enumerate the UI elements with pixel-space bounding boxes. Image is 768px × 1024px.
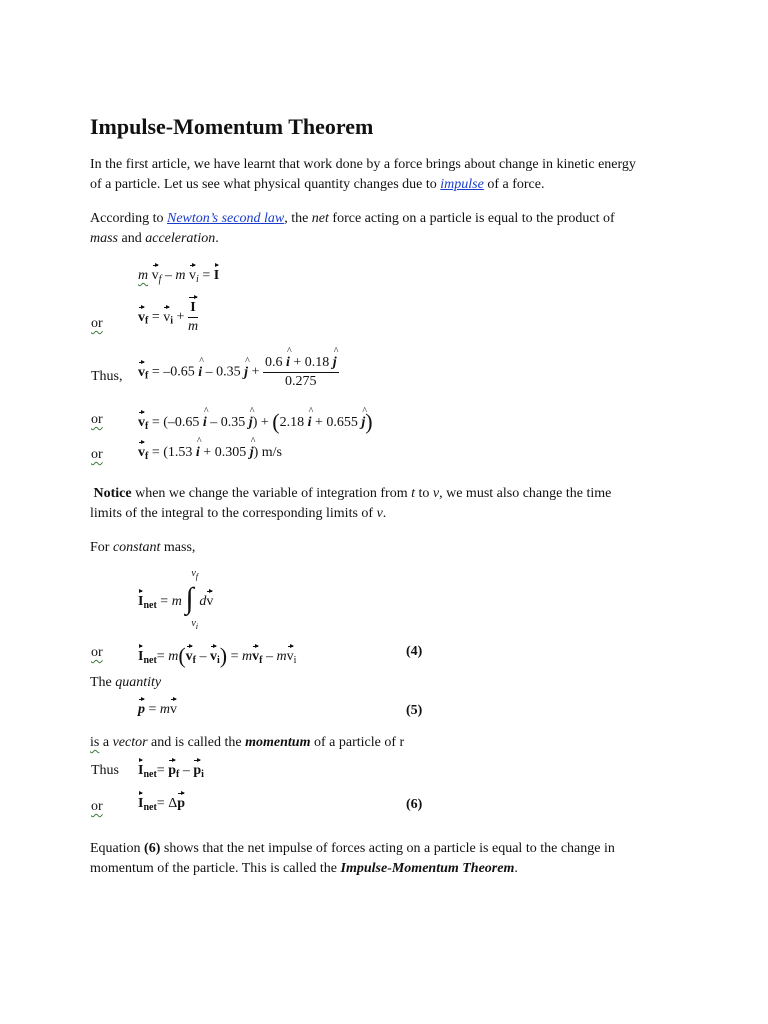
equals-sign: = [156,649,169,664]
lower-limit [191,618,198,631]
initial-momentum-vector: p [193,763,202,778]
notice-paragraph [90,484,611,524]
momentum-vector: p [138,702,145,717]
fraction-numerator: I [188,300,198,318]
momentum-word: momentum [245,735,311,750]
sub-i: i [201,769,204,780]
the-word: The [90,675,116,690]
for-word: For [90,540,113,555]
equation-impulse-velocity [138,643,296,669]
thus-label: Thus, [91,369,123,384]
newton-text-rest: force acting on a particle is equal to the product of [328,211,615,226]
initial-velocity-vector: v [163,309,171,325]
impulse-vector: I [138,594,144,610]
conclusion-text-2: momentum of the particle. This is called the [90,861,341,876]
final-velocity-vector: v [185,649,193,664]
period: . [382,506,387,521]
mass-symbol: m [138,268,149,283]
impulse-vector: I [138,649,144,664]
impulse-fraction [263,355,339,390]
equation-result-velocity [138,445,282,462]
vector-word: vector [112,735,148,750]
is-word: is [90,735,100,750]
term-1: = (–0.65 [148,415,203,430]
unit-j-hat: ^ j [249,415,253,431]
or-label-2: or [91,412,103,427]
unit-i-hat: ^ i [196,445,200,461]
big-open-paren: ( [178,643,186,668]
notice-line-2 [90,504,611,524]
mass-word: mass [90,231,119,246]
integral-glyph: ∫ [185,582,194,615]
newton-paragraph [90,209,615,249]
close-paren: ) + [252,415,273,430]
unit-i-hat: ^ i [286,355,290,371]
impulse-vector: I [213,268,220,283]
minus-sign: – [179,763,194,778]
mass-symbol-3: m [276,649,287,664]
theorem-name: Impulse-Momentum Theorem [340,861,515,876]
num-a: 0.6 [264,355,286,370]
sub-f: f [145,370,149,382]
impulse-vector: I [138,796,144,811]
equation-numeric-velocity [138,355,339,390]
quantity-line [90,673,161,693]
period: . [514,861,518,876]
term-1: = (1.53 [148,445,196,460]
t-symbol: t [411,486,415,501]
intro-line-2 [90,175,636,195]
sub-f: f [145,451,149,462]
mass-symbol: m [168,649,179,664]
equation-word: Equation [90,841,145,856]
minus-sign: – [196,649,210,664]
unit-j-hat: ^ j [250,445,254,461]
upper-limit [191,568,198,581]
equation-momentum-definition [138,702,177,718]
conclusion-line-2 [90,859,615,879]
thus-label-2: Thus [91,763,119,778]
intro-text-end: of a force. [483,177,545,192]
mass-symbol-2: m [175,268,186,283]
term-3: 2.18 [279,415,308,430]
constant-mass-line [90,538,195,558]
momentum-definition-line [90,733,404,753]
final-velocity-vector: v [138,445,145,460]
unit-j-hat: ^ j [361,415,365,431]
equals-sign: = [156,796,169,811]
called-text: and is called the [147,735,246,750]
minus-sign-2: – [262,649,277,664]
equation-impulse-integral [138,568,214,631]
mass-symbol: m [171,594,182,610]
a-word: a [99,735,113,750]
or-label-3: or [91,447,103,462]
equation-impulse-momentum [138,763,204,780]
fraction-denominator: 0.275 [285,374,317,389]
or-label: or [91,316,103,331]
final-velocity-vector: v [138,309,145,325]
conclusion-text: shows that the net impulse of forces acting on a particle is equal to the change in [160,841,615,856]
unit-i-hat: ^ i [308,415,312,431]
integral-sign [185,568,199,631]
conclusion-line-1 [90,839,615,859]
final-velocity-vector: v [138,415,145,430]
notice-text: when we change the variable of integration from [131,486,412,501]
equals-sign-2: = [227,649,243,664]
units: ) m/s [253,445,282,460]
newton-text: According to [90,211,167,226]
final-velocity-vector: v [138,364,145,380]
big-open-paren: ( [272,409,280,434]
impulse-vector: I [138,763,144,778]
mass-symbol-2: m [242,649,253,664]
notice-line-1 [90,484,611,504]
newton-text-mid: , the [284,211,312,226]
sub-net: net [143,600,157,612]
equals-sign: = [148,309,164,325]
term-4: + 0.655 [311,415,362,430]
sub-i: i [217,655,220,666]
sub-i: i [196,274,199,285]
unit-i-hat: ^ i [198,365,202,381]
upper-limit-v: v [191,568,196,579]
final-momentum-vector: p [168,763,176,778]
big-close-paren: ) [365,409,373,434]
momentum-vector: p [177,796,186,811]
initial-velocity-vector: v [210,649,217,664]
minus-sign: – [161,268,176,283]
intro-line-1: In the first article, we have learnt that work done by a force brings about change in kinetic energy [90,157,636,172]
term-2: – 0.35 [202,364,245,380]
sub-f: f [192,655,196,666]
velocity-vector: v [206,594,214,610]
notice-text-rest: , we must also change the time [439,486,612,501]
equals-sign: = [145,702,160,717]
or-label-4: or [91,645,103,660]
sub-i: i [170,315,174,327]
notice-line-2-text: limits of the integral to the corresponding limits of [90,506,377,521]
newton-line-1 [90,209,615,229]
v-symbol-2: v [376,506,383,521]
intro-text: of a particle. Let us see what physical quantity changes due to [90,177,441,192]
unit-i-hat: ^ i [203,415,207,431]
final-velocity-vector-2: v [252,649,260,664]
newton-line-2 [90,229,615,249]
period: . [215,231,219,246]
initial-velocity-vector-2: v [286,649,294,664]
num-b: + 0.18 [289,355,333,370]
differential-d: d [199,594,207,610]
sub-f: f [158,274,162,285]
fraction-denominator: m [187,319,199,334]
to-word: to [415,486,433,501]
sub-i-2: i [293,655,297,666]
upper-limit-sub: f [195,572,199,581]
unit-j-hat: ^ j [333,355,337,371]
conclusion-paragraph [90,839,615,879]
equation-final-velocity [138,300,198,335]
quantity-word: quantity [115,675,162,690]
sub-f: f [176,769,180,780]
term-2: + 0.305 [199,445,250,460]
sub-net: net [143,655,157,666]
velocity-vector: v [151,268,159,283]
plus-sign: + [248,364,263,380]
mass-symbol: m [159,702,171,717]
particle-text: of a particle of r [310,735,405,750]
velocity-vector-2: v [189,268,197,283]
equation-number-5: (5) [406,703,423,718]
unit-j-hat: ^ j [244,365,248,381]
equation-sum-velocity [138,409,373,435]
term-1: = –0.65 [148,364,199,380]
equals-sign: = [198,268,214,283]
sub-f: f [145,315,149,327]
intro-paragraph [90,155,636,195]
sub-f: f [145,421,149,432]
net-word: net [311,211,329,226]
mass-text: mass, [160,540,196,555]
and-word: and [118,231,146,246]
fraction-numerator [263,355,339,373]
page-title: Impulse-Momentum Theorem [90,114,374,139]
or-label-5: or [91,799,103,814]
sub-net: net [143,769,157,780]
equals-sign: = [156,594,172,610]
velocity-vector: v [170,702,178,717]
equation-number-6: (6) [406,797,423,812]
lower-limit-sub: i [195,622,199,631]
term-2: – 0.35 [206,415,249,430]
equation-momentum-change [138,268,219,285]
delta-symbol: Δ [168,796,178,811]
equation-number-4: (4) [406,644,423,659]
notice-word: Notice [93,486,132,501]
constant-word: constant [112,540,161,555]
lower-limit-v: v [191,618,196,629]
plus-sign: + [173,309,188,325]
acceleration-word: acceleration [145,231,216,246]
sub-f-2: f [259,655,263,666]
impulse-link[interactable]: impulse [440,177,484,192]
big-close-paren: ) [219,643,228,668]
equation-ref: (6) [144,841,161,856]
newton-second-law-link[interactable]: Newton’s second law [166,211,285,226]
sub-net: net [143,802,157,813]
impulse-over-mass-fraction [188,300,198,335]
equation-impulse-delta [138,796,185,813]
equals-sign: = [156,763,169,778]
v-symbol: v [432,486,440,501]
